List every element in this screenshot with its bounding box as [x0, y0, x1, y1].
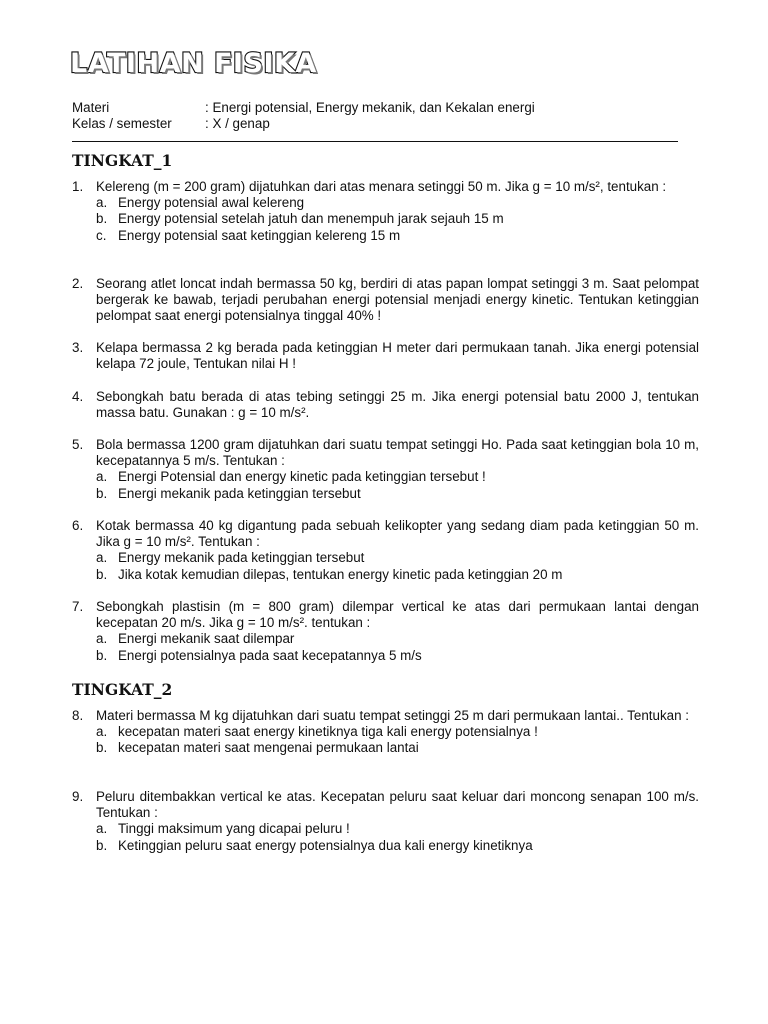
option-text: Tinggi maksimum yang dicapai peluru ! [118, 821, 350, 837]
kelas-label: Kelas / semester [72, 116, 172, 131]
question-options [96, 821, 699, 853]
question-number: 8. [72, 708, 84, 723]
question-6 [72, 518, 699, 583]
question-text: Bola bermassa 1200 gram dijatuhkan dari suatu tempat setinggi Ho. Pada saat ketinggian bola 10 m, kecepatannya 5 m/s. Tentukan : [96, 437, 699, 469]
option-letter: a. [96, 631, 108, 647]
option-item [96, 550, 699, 566]
question-text: Kotak bermassa 40 kg digantung pada sebuah kelikopter yang sedang diam pada ketinggian 50 m. Jika g = 10 m/s². Tentukan : [96, 518, 699, 550]
question-number: 1. [72, 179, 84, 194]
question-number: 7. [72, 599, 84, 614]
option-text: Energi potensialnya pada saat kecepatannya 5 m/s [118, 647, 422, 663]
question-2 [72, 276, 699, 325]
question-7 [72, 599, 699, 664]
meta-row-kelas [72, 116, 535, 132]
question-number: 4. [72, 389, 84, 404]
option-item [96, 740, 699, 756]
option-text: Energi mekanik saat dilempar [118, 631, 295, 647]
option-item [96, 648, 699, 664]
question-8 [72, 708, 699, 757]
option-text: Jika kotak kemudian dilepas, tentukan energy kinetic pada ketinggian 20 m [118, 566, 563, 582]
option-item [96, 631, 699, 647]
question-options [96, 195, 699, 244]
question-9 [72, 789, 699, 854]
question-number: 3. [72, 340, 84, 355]
question-text: Seorang atlet loncat indah bermassa 50 kg, berdiri di atas papan lompat setinggi 3 m. Saat pelompat bergerak ke bawab, terjadi perubahan energi potensial menjadi energy kinetic. Tentukan ketinggian pelompat saat energi potensialnya tinggal 40% ! [96, 276, 699, 324]
materi-value: : Energi potensial, Energy mekanik, dan Kekalan energi [205, 100, 535, 115]
option-letter: a. [96, 821, 108, 837]
question-text: Kelereng (m = 200 gram) dijatuhkan dari atas menara setinggi 50 m. Jika g = 10 m/s², tentukan : [96, 179, 667, 194]
option-letter: b. [96, 740, 108, 756]
question-number: 6. [72, 518, 84, 533]
option-text: Energi Potensial dan energy kinetic pada ketinggian tersebut ! [118, 469, 486, 485]
option-item [96, 838, 699, 854]
question-text: Kelapa bermassa 2 kg berada pada ketinggian H meter dari permukaan tanah. Jika energi potensial kelapa 72 joule, Tentukan nilai H ! [96, 340, 699, 372]
question-text: Materi bermassa M kg dijatuhkan dari suatu tempat setinggi 25 m dari permukaan lantai.. Tentukan : [96, 708, 689, 723]
question-number: 2. [72, 276, 84, 291]
option-text: Ketinggian peluru saat energy potensialnya dua kali energy kinetiknya [118, 837, 533, 853]
question-text: Sebongkah plastisin (m = 800 gram) dilempar vertical ke atas dari permukaan lantai dengan kecepatan 20 m/s. Jika g = 10 m/s². tentukan : [96, 599, 699, 631]
question-4 [72, 389, 699, 421]
question-options [96, 550, 699, 582]
worksheet-title: LATIHAN FISIKA [70, 48, 317, 79]
question-options [96, 631, 699, 663]
question-options [96, 724, 699, 756]
option-text: Energy mekanik pada ketinggian tersebut [118, 550, 365, 566]
option-item [96, 211, 699, 227]
option-letter: a. [96, 550, 108, 566]
option-letter: b. [96, 837, 108, 853]
option-item [96, 228, 699, 244]
materi-label: Materi [72, 100, 110, 115]
option-item [96, 724, 699, 740]
option-letter: a. [96, 195, 108, 211]
option-text: kecepatan materi saat energy kinetiknya tiga kali energy potensialnya ! [118, 724, 538, 740]
option-letter: b. [96, 211, 108, 227]
option-text: Energy potensial awal kelereng [118, 195, 305, 211]
meta-row-materi [72, 100, 535, 116]
header-divider [72, 141, 678, 142]
section-title-tingkat-1: TINGKAT_1 [72, 151, 173, 170]
question-1 [72, 179, 699, 244]
option-text: Energy potensial saat ketinggian kelereng 15 m [118, 227, 401, 243]
option-text: Energi mekanik pada ketinggian tersebut [118, 485, 361, 501]
question-5 [72, 437, 699, 502]
option-item [96, 821, 699, 837]
question-text: Sebongkah batu berada di atas tebing setinggi 25 m. Jika energi potensial batu 2000 J, tentukan massa batu. Gunakan : g = 10 m/s². [96, 389, 699, 421]
option-item [96, 486, 699, 502]
option-letter: b. [96, 566, 108, 582]
option-letter: c. [96, 227, 107, 243]
question-number: 9. [72, 789, 84, 804]
question-3 [72, 340, 699, 372]
question-text: Peluru ditembakkan vertical ke atas. Kecepatan peluru saat keluar dari moncong senapan 100 m/s. Tentukan : [96, 789, 699, 821]
option-letter: b. [96, 647, 108, 663]
option-item [96, 195, 699, 211]
option-letter: a. [96, 724, 108, 740]
question-options [96, 469, 699, 501]
option-letter: b. [96, 485, 108, 501]
option-letter: a. [96, 469, 108, 485]
worksheet-meta [72, 100, 535, 132]
kelas-value: : X / genap [205, 116, 270, 131]
option-text: Energy potensial setelah jatuh dan menempuh jarak sejauh 15 m [118, 211, 504, 227]
section-title-tingkat-2: TINGKAT_2 [72, 680, 173, 699]
question-number: 5. [72, 437, 84, 452]
option-item [96, 469, 699, 485]
option-item [96, 567, 699, 583]
option-text: kecepatan materi saat mengenai permukaan lantai [118, 740, 419, 756]
